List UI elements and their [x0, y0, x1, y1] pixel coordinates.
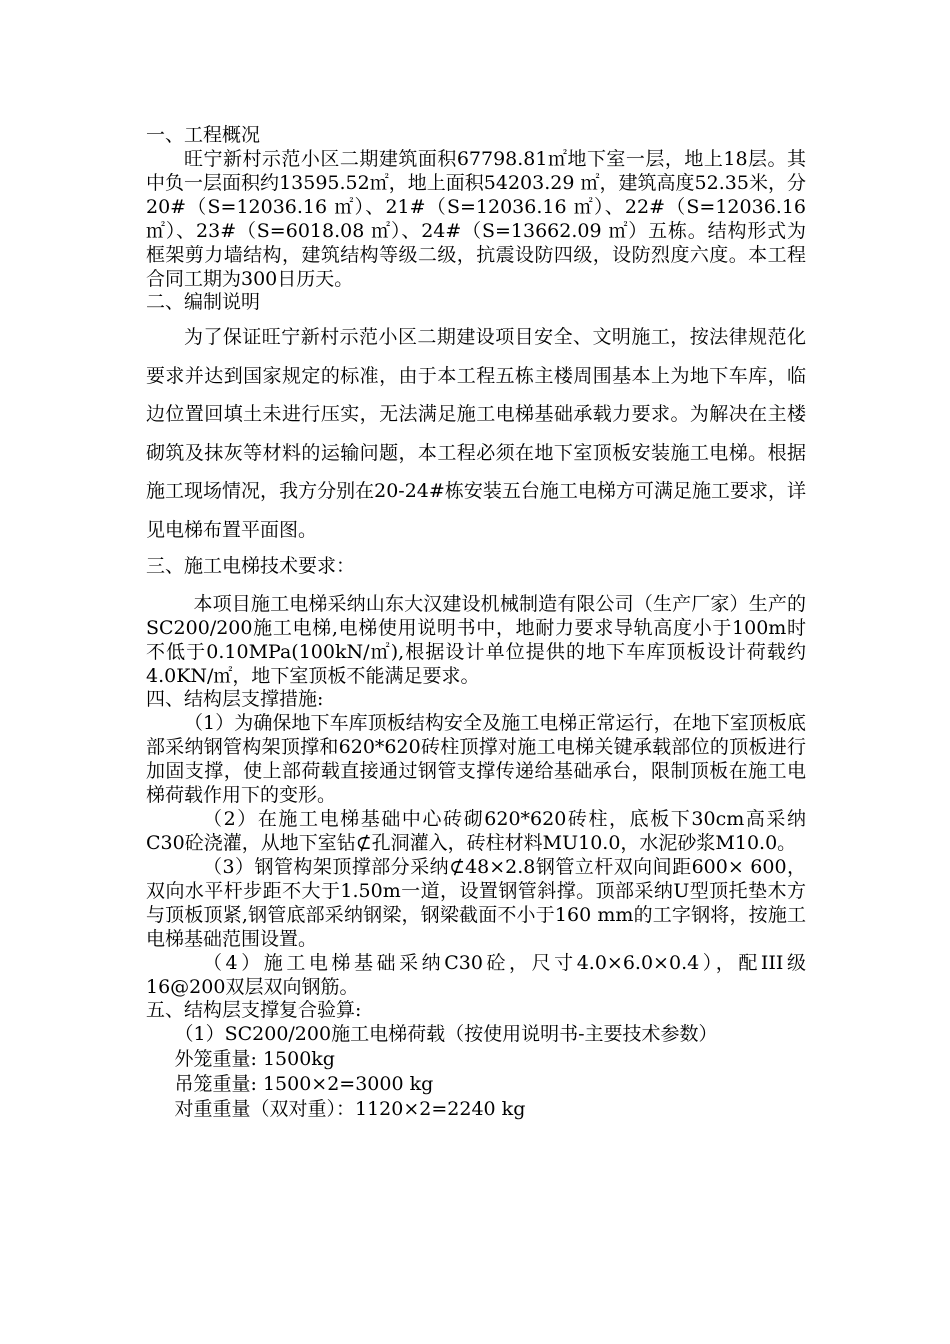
section-4-paragraph-2: （2）在施工电梯基础中心砖砌620*620砖柱，底板下30cm高采纳C30砼浇灌，从地下室钻⊄孔洞灌入，砖柱材料MU10.0，水泥砂浆M10.0。	[146, 808, 806, 854]
section-3-body: 本项目施工电梯采纳山东大汉建设机械制造有限公司（生产厂家）生产的SC200/200施工电梯,电梯使用说明书中，地耐力要求导轨高度小于100m时不低于0.10MPa(100kN/㎡),根据设计单位提供的地下车库顶板设计荷载约4.0KN/㎡，地下室顶板不能满足要求。	[146, 593, 806, 687]
section-5-line-1: （1）SC200/200施工电梯荷载（按使用说明书-主要技术参数）	[174, 1023, 718, 1045]
section-4-paragraph-1: （1）为确保地下车库顶板结构安全及施工电梯正常运行，在地下室顶板底部采纳钢管构架顶撑和620*620砖柱顶撑对施工电梯关键承载部位的顶板进行加固支撑，使上部荷载直接通过钢管支撑传递给基础承台，限制顶板在施工电梯荷载作用下的变形。	[146, 712, 806, 806]
section-2-body: 为了保证旺宁新村示范小区二期建设项目安全、文明施工，按法律规范化要求并达到国家规定的标准，由于本工程五栋主楼周围基本上为地下车库，临边位置回填土未进行压实，无法满足施工电梯基础承载力要求。为解决在主楼砌筑及抹灰等材料的运输问题，本工程必须在地下室顶板安装施工电梯。根据施工现场情况，我方分别在20-24#栋安装五台施工电梯方可满足施工要求，详见电梯布置平面图。	[146, 326, 806, 541]
section-5-heading: 五、结构层支撑复合验算:	[146, 999, 362, 1021]
document-page	[146, 124, 806, 1122]
section-5-line-4: 对重重量（双对重）：1120×2=2240 kg	[174, 1098, 526, 1120]
section-5-line-2: 外笼重量: 1500kg	[174, 1048, 335, 1070]
section-4-paragraph-3: （3）钢管构架顶撑部分采纳⊄48×2.8钢管立杆双向间距600× 600，双向水平杆步距不大于1.50m一道，设置钢管斜撑。顶部采纳U型顶托垫木方与顶板顶紧,钢管底部采纳钢梁，钢梁截面不小于160 mm的工字钢将，按施工电梯基础范围设置。	[146, 856, 806, 950]
section-3-heading: 三、施工电梯技术要求：	[146, 555, 356, 577]
section-2-heading: 二、编制说明	[146, 291, 261, 313]
section-4-heading: 四、结构层支撑措施:	[146, 688, 324, 710]
section-1-body: 旺宁新村示范小区二期建筑面积67798.81㎡地下室一层，地上18层。其中负一层面积约13595.52㎡，地上面积54203.29 ㎡，建筑高度52.35米，分20#（S=12036.16 ㎡）、21#（S=12036.16 ㎡）、22#（S=12036.16 ㎡）、23#（S=6018.08 ㎡）、24#（S=13662.09 ㎡）五栋。结构形式为框架剪力墙结构，建筑结构等级二级，抗震设防四级，设防烈度六度。本工程合同工期为300日历天。	[146, 148, 806, 290]
section-1-heading: 一、工程概况	[146, 124, 261, 146]
section-4-paragraph-4: （4）施工电梯基础采纳C30砼，尺寸4.0×6.0×0.4），配III级16@200双层双向钢筋。	[146, 952, 806, 998]
section-5-line-3: 吊笼重量: 1500×2=3000 kg	[174, 1073, 434, 1095]
